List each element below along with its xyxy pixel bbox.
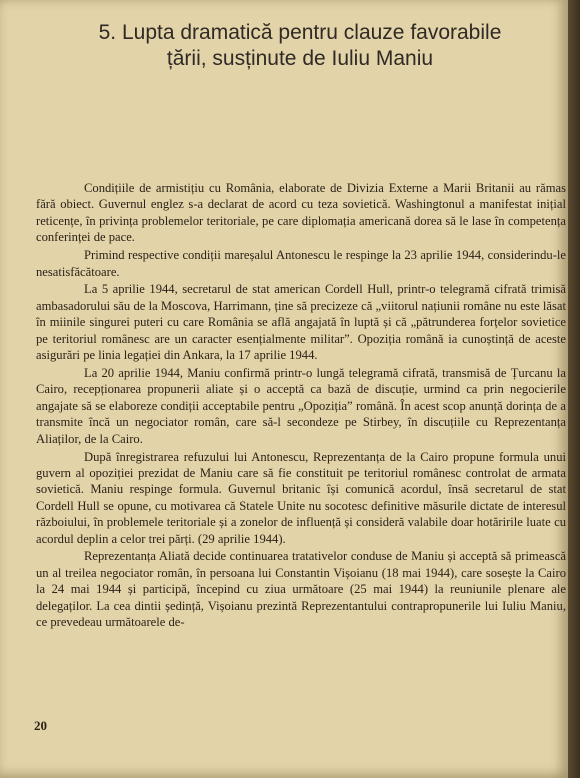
paragraph: La 20 aprilie 1944, Maniu confirmă printr-o lungă telegramă cifrată, transmisă de Țurcanu la Cairo, recepționarea propunerii aliate și o acceptă ca bază de discuție, urmind ca prin negocierile angajate să se elaboreze condiții acceptabile pentru „Opoziția” română. În acest scop anunță dorința de a transmite încă un negociator român, care să-l secondeze pe Stirbey, în discuțiile cu Reprezentanța Aliaților, de la Cairo. — [36, 365, 566, 446]
paragraph: După înregistrarea refuzului lui Antonescu, Reprezentanța de la Cairo propune formula unui guvern al opoziției prezidat de Maniu care să fie constituit pe teritoriul românesc controlat de armata sovietică. Maniu respinge formula. Guvernul britanic își comunică acordul, însă secretarul de stat Cordell Hull se opune, cu motivarea că Statele Unite nu socotesc definitive măsurile dictate de interesul războiului, în problemele teritoriale și a zonelor de influență și consideră valabile doar hotăririle luate cu acordul deplin a celor trei părți. (29 aprilie 1944). — [36, 449, 566, 546]
chapter-title — [40, 20, 560, 72]
paragraph: Condițiile de armistițiu cu România, elaborate de Divizia Externe a Marii Britanii au rămas fără obiect. Guvernul englez s-a declarat de acord cu teza sovietică. Washingtonul a manifestat inițial reticențe, în privința problemelor teritoriale, pe care diplomația americană dorea să le lase în competența conferinței de pace. — [36, 181, 566, 245]
paragraph: La 5 aprilie 1944, secretarul de stat american Cordell Hull, printr-o telegramă cifrată trimisă ambasadorului său de la Moscova, Harrimann, ține să precizeze că „viitorul națiunii române nu este lăsat în miinile singurei puteri cu care România se află angajată în luptă și că „pătrunderea forțelor sovietice pe teritoriul românesc are un caracter esențialmente militar”. Opoziția română ia cunoștință de aceste asigurări pe linia legației din Ankara, la 17 aprilie 1944. — [36, 282, 566, 363]
chapter-title-line-1: 5. Lupta dramatică pentru clauze favorabile — [98, 21, 502, 44]
chapter-title-line-2: țării, susținute de Iuliu Maniu — [166, 47, 434, 70]
body-text — [36, 180, 566, 632]
book-edge — [568, 0, 580, 778]
paragraph: Primind respective condiții mareșalul Antonescu le respinge la 23 aprilie 1944, considerindu-le nesatisfăcătoare. — [36, 248, 566, 279]
page-number: 20 — [34, 718, 47, 733]
paragraph: Reprezentanța Aliată decide continuarea tratativelor conduse de Maniu și acceptă să primească un al treilea negociator român, în persoana lui Constantin Vișoianu (18 mai 1944), care sosește la Cairo la 24 mai 1944 și participă, începind cu ziua următoare (25 mai 1944) la reuniunile plenare ale delegaților. La cea dintii ședință, Vișoianu prezintă Reprezentantului contrapropunerile lui Iuliu Maniu, ce prevedeau următoarele de- — [36, 549, 566, 630]
